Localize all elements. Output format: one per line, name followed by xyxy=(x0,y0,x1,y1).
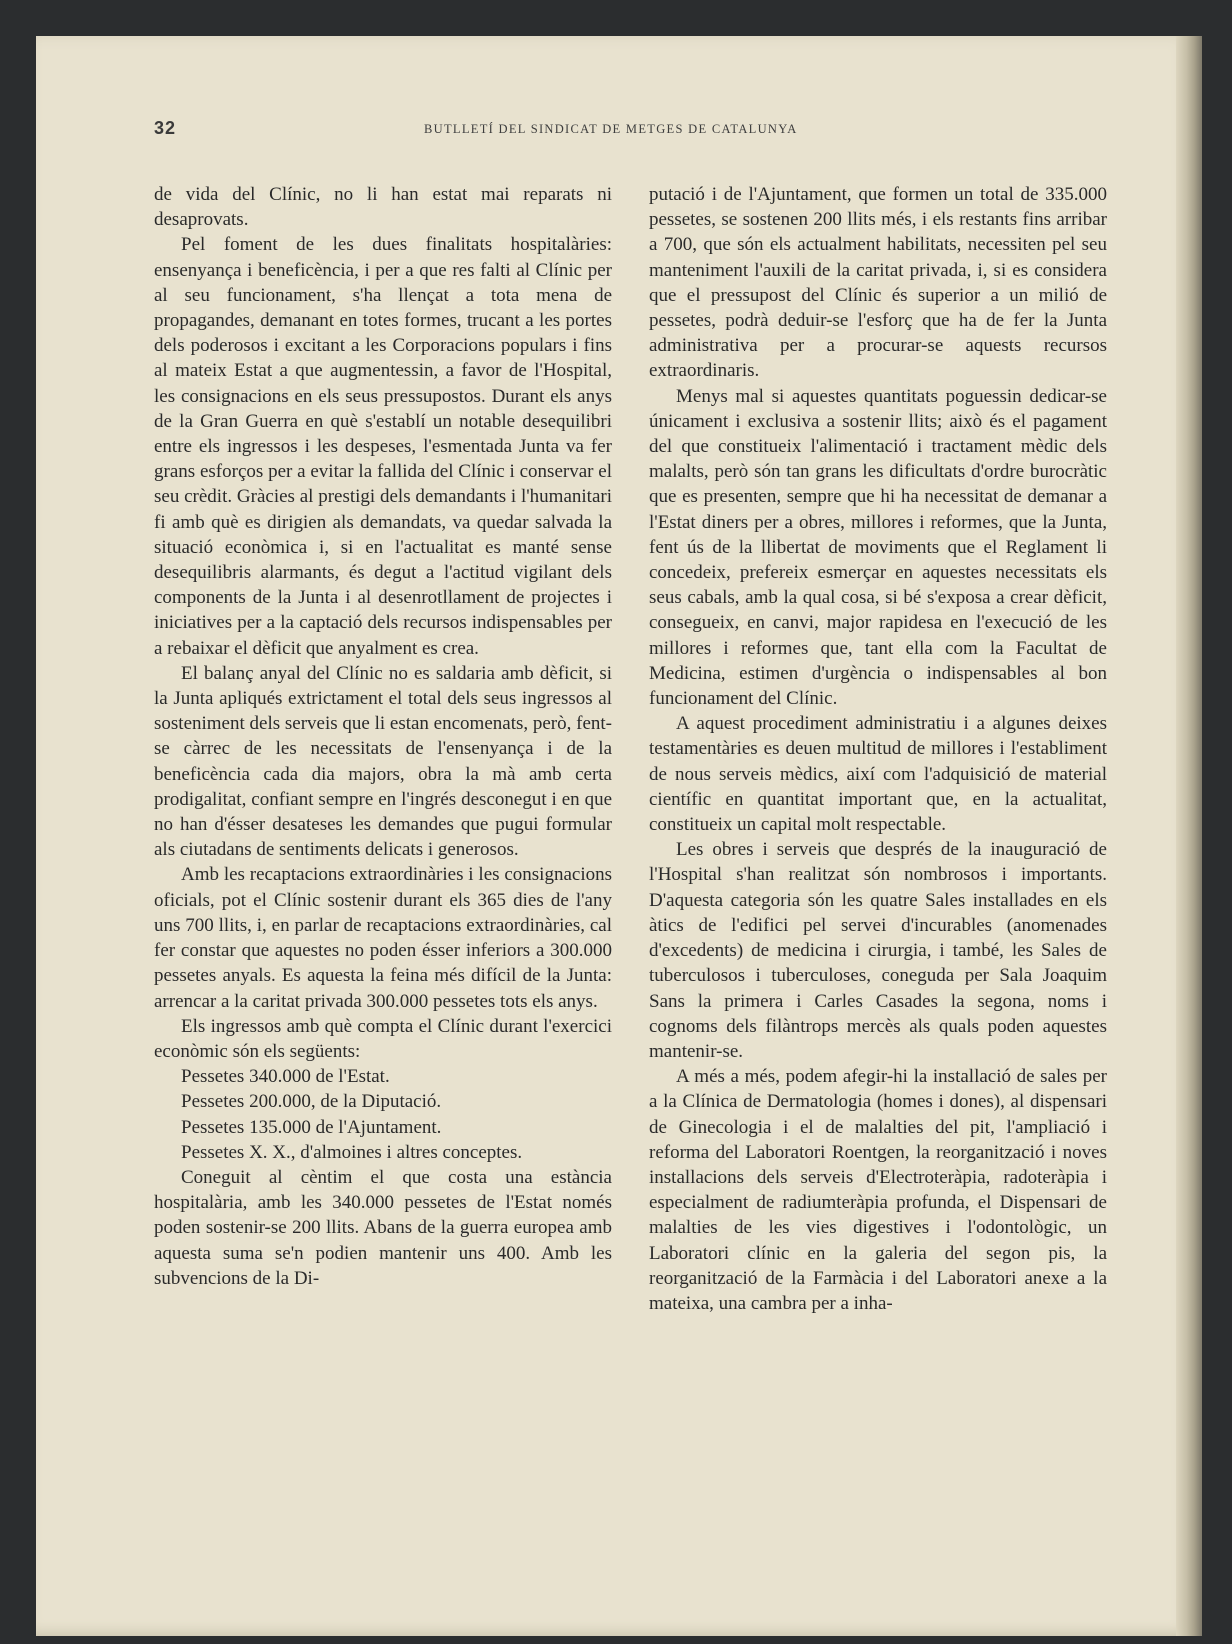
paragraph: Pessetes X. X., d'almoines i altres conceptes. xyxy=(181,1141,523,1163)
paragraph: Pel foment de les dues finalitats hospitalàries: ensenyança i beneficència, i per a que res falti al Clínic per al seu funcionament, s'ha llençat a tota mena de propagandes, demanant en totes formes, trucant a les portes dels poderosos i excitant a les Corporacions populars i fins al mateix Estat a que augmentessin, a favor de l'Hospital, les consignacions en els seus pressupostos. Durant els anys de la Gran Guerra en què s'establí un notable desequilibri entre els ingressos i les despeses, l'esmentada Junta va fer grans esforços per a evitar la fallida del Clínic i conservar el seu crèdit. Gràcies al prestigi dels demandants i l'humanitari fi amb què es dirigien als demandats, va quedar salvada la situació econòmica i, si en l'actualitat es manté sense desequilibris alarmants, és degut a l'actitud vigilant dels components de la Junta i al desenrotllament de projectes i iniciatives per a la captació dels recursos indispensables per a rebaixar el dèficit que anyalment es crea. xyxy=(154,234,612,659)
paragraph: El balanç anyal del Clínic no es saldaria amb dèficit, si la Junta apliqués extrictament el total dels seus ingressos al sosteniment dels serveis que li estan encomenats, però, fent-se càrrec de les necessitats de l'ensenyança i de la beneficència cada dia majors, obra la mà amb certa prodigalitat, confiant sempre en l'ingrés desconegut i en que no han d'ésser desateses les demandes que pugui formular als ciutadans de sentiments delicats i generosos. xyxy=(154,662,612,861)
page-number: 32 xyxy=(154,118,177,138)
paragraph: Amb les recaptacions extraordinàries i les consignacions oficials, pot el Clínic sostenir durant els 365 dies de l'any uns 700 llits, i, en parlar de recaptacions extraordinàries, cal fer constar que aquestes no poden ésser inferiors a 300.000 pessetes anyals. Es aquesta la feina més difícil de la Junta: arrencar a la caritat privada 300.000 pessetes tots els anys. xyxy=(154,864,612,1012)
paragraph: putació i de l'Ajuntament, que formen un total de 335.000 pessetes, se sostenen 200 llits més, i els restants fins arribar a 700, que són els actualment habilitats, necessiten pel seu manteniment l'auxili de la caritat privada, i, si es considera que el pressupost del Clínic és superior a un milió de pessetes, podrà deduir-se l'esforç que ha de fer la Junta administrativa per a procurar-se aquests recursos extraordinaris. xyxy=(649,184,1107,382)
paragraph: A aquest procediment administratiu i a algunes deixes testamentàries es deuen multitud de millores i l'establiment de nous serveis mèdics, així com l'adquisició de material científic en quantitat important que, en la actualitat, constitueix un capital molt respectable. xyxy=(649,713,1107,836)
page-edge-shadow xyxy=(1176,36,1202,1636)
text-column-right xyxy=(649,182,1107,1316)
running-head: BUTLLETÍ DEL SINDICAT DE METGES DE CATALUNYA xyxy=(424,122,798,136)
paragraph: Pessetes 200.000, de la Diputació. xyxy=(181,1091,442,1113)
paragraph: Els ingressos amb què compta el Clínic durant l'exercici econòmic són els següents: xyxy=(154,1015,612,1062)
paragraph: de vida del Clínic, no li han estat mai reparats ni desaprovats. xyxy=(154,184,612,231)
paragraph: Les obres i serveis que després de la inauguració de l'Hospital s'han realitzat són nombrosos i importants. D'aquesta categoria són les quatre Sales installades en els àtics de l'edifici pel servei d'incurables (anomenades d'excedents) de medicina i cirurgia, i també, les Sales de tuberculosos i tuberculoses, coneguda per Sala Joaquim Sans la primera i Carles Casades la segona, noms i cognoms dels filàntrops mercès als quals poden aquestes mantenir-se. xyxy=(649,839,1107,1062)
paragraph: A més a més, podem afegir-hi la installació de sales per a la Clínica de Dermatologia (homes i dones), al dispensari de Ginecologia i el de malalties del pit, l'ampliació i reforma del Laboratori Roentgen, la reorganització i noves installacions dels serveis d'Electroteràpia, radoteràpia i especialment de radiumteràpia profunda, el Dispensari de malalties de les vies digestives i l'odontològic, un Laboratori clínic en la galeria del segon pis, la reorganització de la Farmàcia i del Laboratori anexe a la mateixa, una cambra per a inha- xyxy=(649,1066,1107,1314)
paragraph: Pessetes 135.000 de l'Ajuntament. xyxy=(181,1116,442,1138)
paragraph: Coneguit al cèntim el que costa una estància hospitalària, amb les 340.000 pessetes de l'Estat només poden sostenir-se 200 llits. Abans de la guerra europea amb aquesta suma se'n podien mantenir uns 400. Amb les subvencions de la Di- xyxy=(154,1166,612,1289)
document-page xyxy=(36,36,1202,1636)
paragraph: Menys mal si aquestes quantitats poguessin dedicar-se únicament i exclusiva a sostenir llits; això és el pagament del que constitueix l'alimentació i tractament mèdic dels malalts, però són tan grans les dificultats d'ordre burocràtic que es presenten, sempre que hi ha necessitat de demanar a l'Estat diners per a obres, millores i reformes, que la Junta, fent ús de la llibertat de moviments que el Reglament li concedeix, prefereix esmerçar en aquestes necessitats els seus cabals, amb la qual cosa, si bé s'exposa a crear dèficit, consegueix, en canvi, major rapidesa en l'execució de les millores i reformes que, tant ella com la Facultat de Medicina, estimen d'urgència o indispensables al bon funcionament del Clínic. xyxy=(649,385,1107,710)
paragraph: Pessetes 340.000 de l'Estat. xyxy=(181,1066,390,1088)
text-column-left xyxy=(154,182,612,1291)
page-header xyxy=(154,118,944,142)
